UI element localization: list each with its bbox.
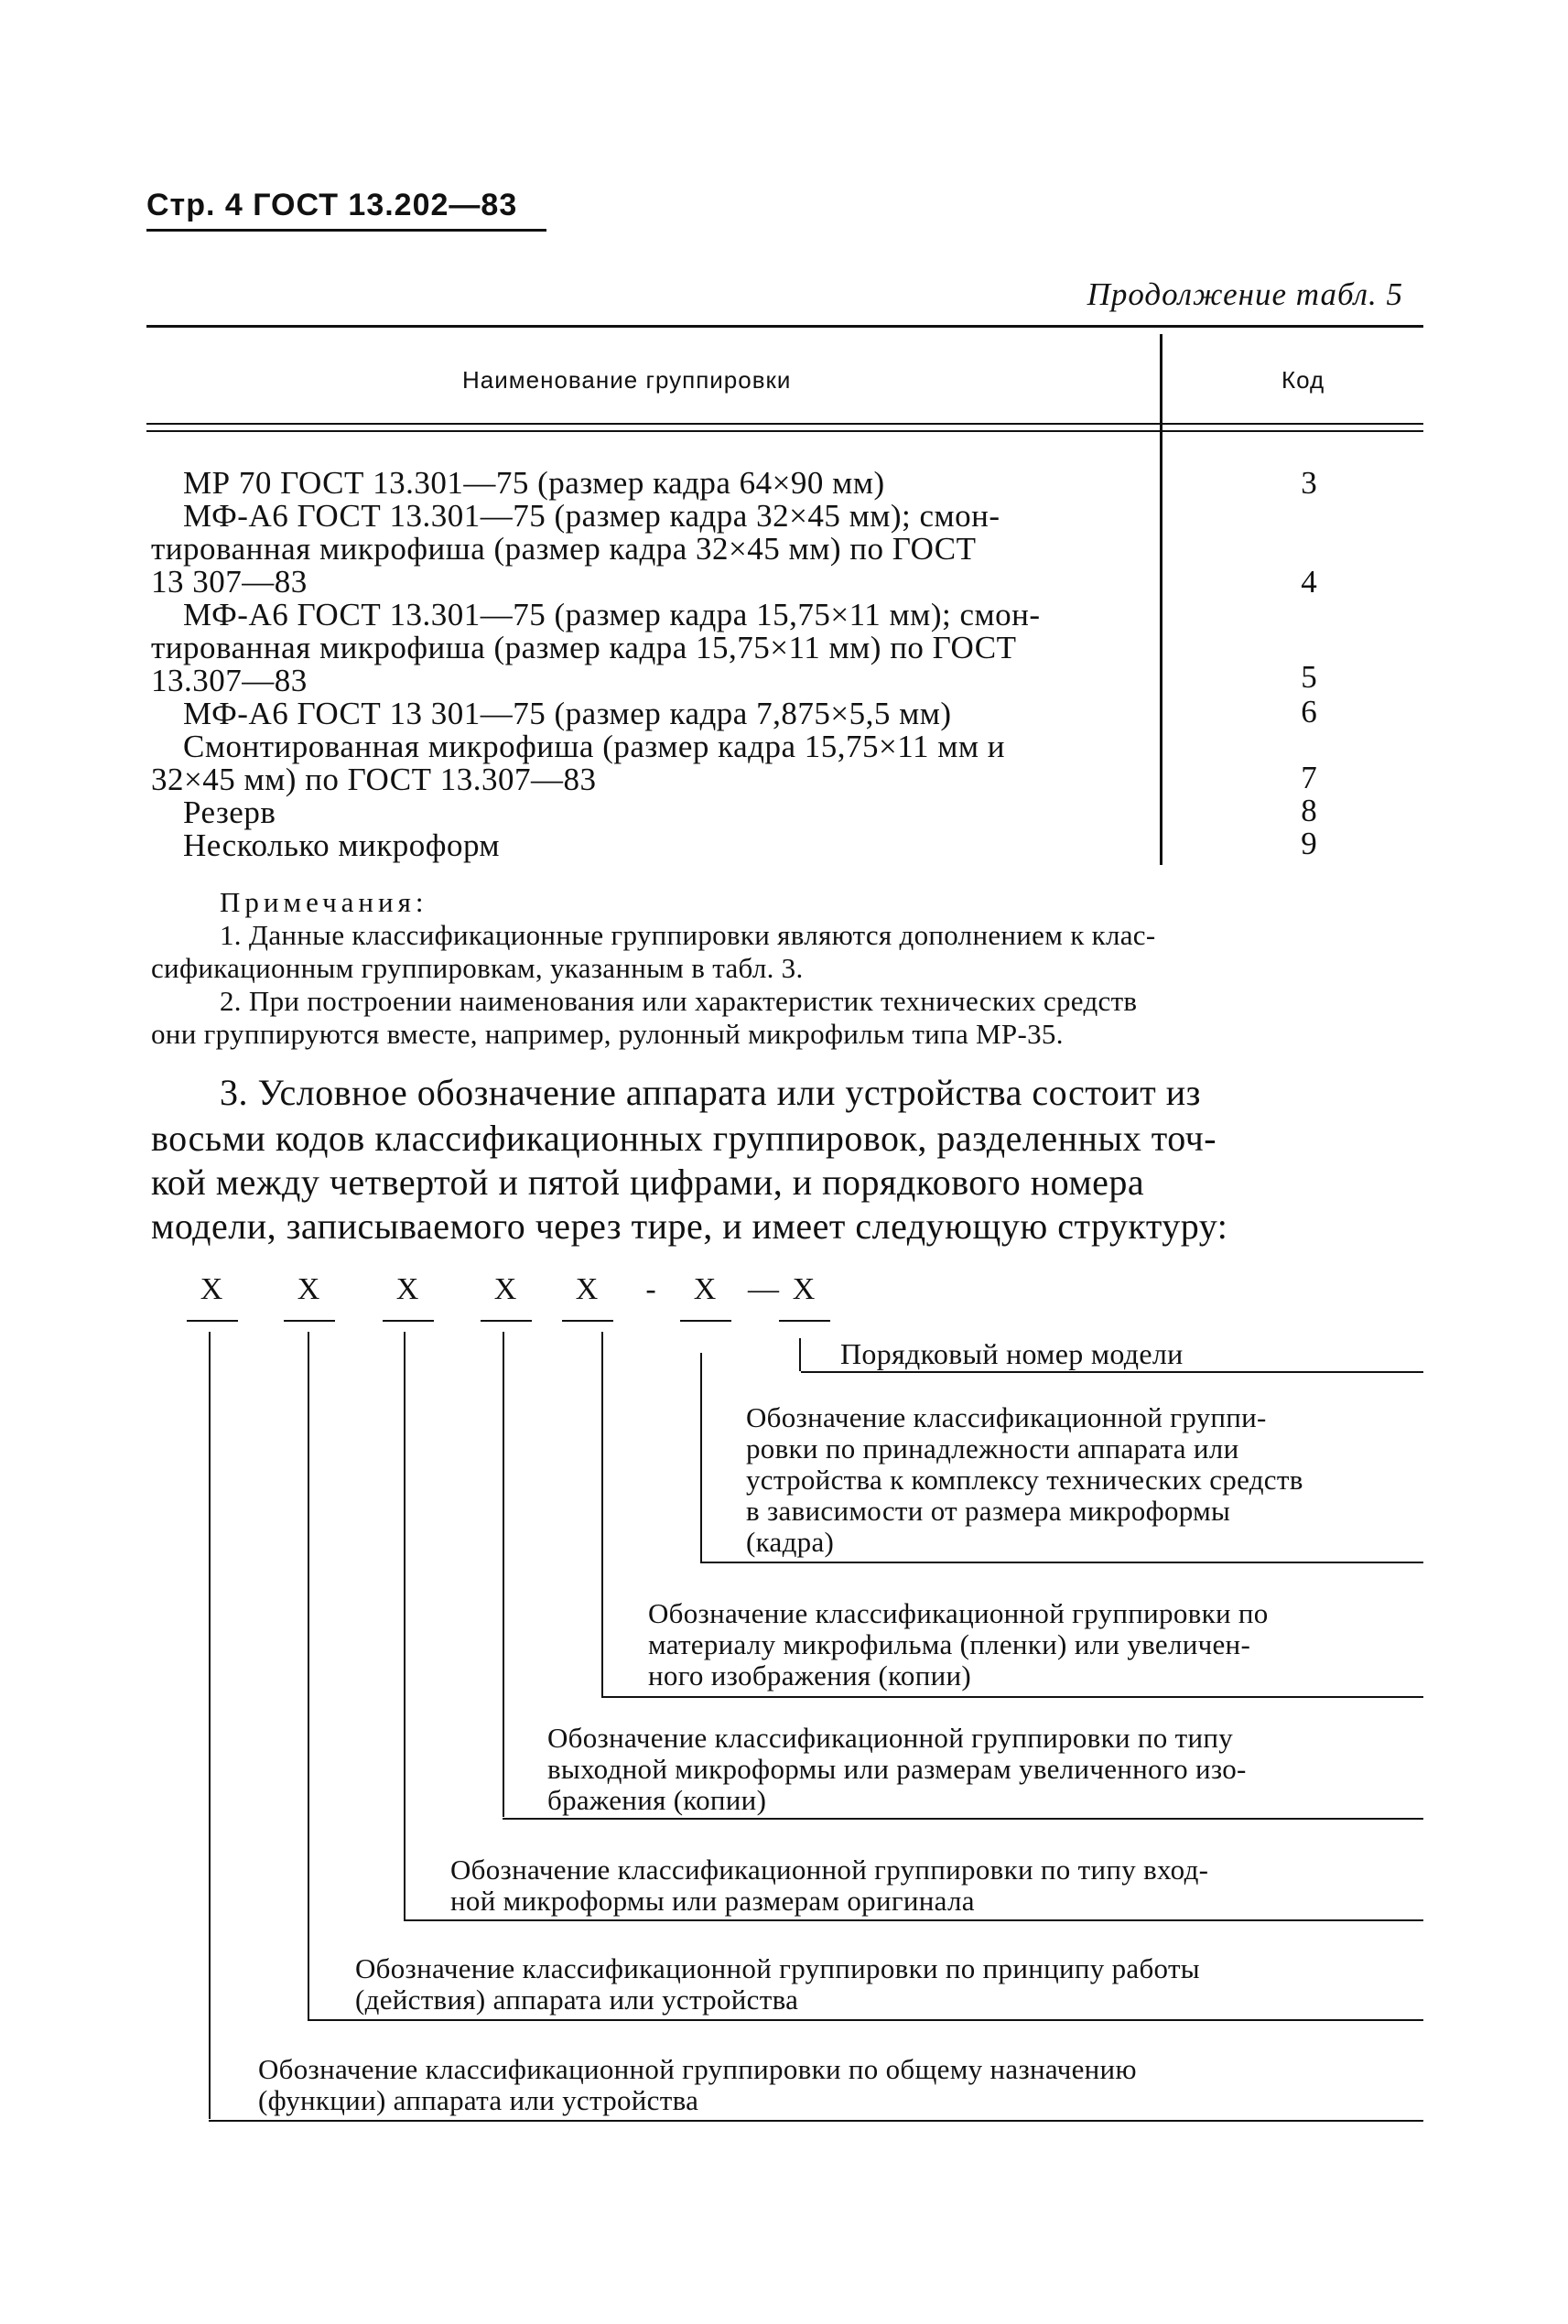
bracket-line-2 <box>308 1332 309 2020</box>
bracket-line-6 <box>700 1353 702 1563</box>
structure-description: Обозначение классификационной группировки по принципу работы <box>355 1952 1200 1984</box>
description-underline <box>801 1371 1423 1373</box>
code-cell: 8 <box>1301 793 1317 828</box>
structure-description: Обозначение классификационной группировки по общему назначению <box>258 2053 1137 2085</box>
table-line: МФ-А6 ГОСТ 13.301—75 (размер кадра 15,75×11 мм); смон- <box>183 597 1041 632</box>
table-line: МФ-А6 ГОСТ 13.301—75 (размер кадра 32×45 мм); смон- <box>183 498 1000 534</box>
page-header: Стр. 4 ГОСТ 13.202—83 <box>146 188 518 222</box>
table-column-divider <box>1160 334 1162 865</box>
bracket-line-3 <box>404 1332 406 1920</box>
bracket-line-4 <box>503 1332 504 1817</box>
structure-description: Обозначение классификационной группи- <box>746 1401 1267 1433</box>
header-underline <box>146 229 546 232</box>
paragraph-line: 3. Условное обозначение аппарата или устройства состоит из <box>220 1072 1201 1113</box>
table-line: МФ-А6 ГОСТ 13 301—75 (размер кадра 7,875×5,5 мм) <box>183 696 952 731</box>
symbol-underline <box>481 1320 532 1322</box>
paragraph-line: модели, записываемого через тире, и имеет следующую структуру: <box>151 1205 1228 1247</box>
notes-title: Примечания: <box>220 886 428 918</box>
table-line: 13 307—83 <box>151 564 308 600</box>
structure-symbol: Х <box>493 1272 517 1306</box>
symbol-underline <box>562 1320 613 1322</box>
description-underline <box>404 1919 1423 1921</box>
symbol-underline <box>383 1320 434 1322</box>
note-line: 2. При построении наименования или характеристик технических средств <box>220 985 1138 1017</box>
structure-description: ровки по принадлежности аппарата или <box>746 1432 1239 1465</box>
structure-symbol: Х <box>693 1272 717 1306</box>
description-underline <box>503 1818 1423 1820</box>
structure-description: (кадра) <box>746 1526 835 1558</box>
structure-description: Обозначение классификационной группировки по <box>648 1597 1269 1629</box>
table-header-rule-2 <box>146 430 1423 432</box>
description-underline <box>700 1562 1423 1563</box>
symbol-underline <box>779 1320 830 1322</box>
structure-description: бражения (копии) <box>547 1784 767 1816</box>
code-cell: 3 <box>1301 465 1317 501</box>
table-line: тированная микрофиша (размер кадра 15,75×11 мм) по ГОСТ <box>151 630 1017 665</box>
table-line: МР 70 ГОСТ 13.301—75 (размер кадра 64×90 мм) <box>183 465 885 501</box>
code-cell: 7 <box>1301 760 1317 795</box>
symbol-underline <box>284 1320 335 1322</box>
structure-description: Обозначение классификационной группировки по типу вход- <box>450 1854 1209 1886</box>
note-line: сификационным группировкам, указанным в табл. 3. <box>151 952 804 984</box>
structure-symbol: - <box>645 1272 656 1306</box>
structure-symbol: — <box>748 1272 779 1306</box>
structure-description: Обозначение классификационной группировки по типу <box>547 1722 1234 1754</box>
structure-symbol: Х <box>575 1272 599 1306</box>
table-top-rule <box>146 325 1423 328</box>
table-line: Несколько микроформ <box>183 827 501 863</box>
code-cell: 5 <box>1301 659 1317 695</box>
structure-description: в зависимости от размера микроформы <box>746 1495 1231 1527</box>
structure-symbol: Х <box>792 1272 816 1306</box>
description-underline <box>308 2019 1423 2021</box>
table-line: 13.307—83 <box>151 663 308 698</box>
structure-description: (функции) аппарата или устройства <box>258 2084 699 2116</box>
table-line: тированная микрофиша (размер кадра 32×45 мм) по ГОСТ <box>151 531 977 567</box>
structure-description: выходной микроформы или размерам увеличенного изо- <box>547 1753 1247 1785</box>
table-header-rule-1 <box>146 423 1423 425</box>
code-cell: 6 <box>1301 694 1317 730</box>
description-underline <box>209 2120 1423 2122</box>
table-continuation-label: Продолжение табл. 5 <box>1087 276 1403 312</box>
description-underline <box>601 1696 1423 1698</box>
table-line: Смонтированная микрофиша (размер кадра 15,75×11 мм и <box>183 729 1005 764</box>
paragraph-line: кой между четвертой и пятой цифрами, и порядкового номера <box>151 1162 1145 1203</box>
structure-description: устройства к комплексу технических средств <box>746 1464 1303 1496</box>
table-line: Резерв <box>183 794 276 830</box>
structure-description: материалу микрофильма (пленки) или увеличен- <box>648 1628 1251 1660</box>
column-header-code: Код <box>1281 366 1325 394</box>
bracket-line-5 <box>601 1332 603 1698</box>
structure-symbol: Х <box>395 1272 419 1306</box>
code-cell: 9 <box>1301 826 1317 861</box>
structure-description: ного изображения (копии) <box>648 1659 972 1692</box>
paragraph-line: восьми кодов классификационных группировок, разделенных точ- <box>151 1118 1217 1159</box>
structure-description: Порядковый номер модели <box>840 1337 1184 1370</box>
structure-symbol: Х <box>200 1272 223 1306</box>
code-cell: 4 <box>1301 564 1317 600</box>
bracket-line-1 <box>209 1332 211 2119</box>
symbol-underline <box>680 1320 731 1322</box>
note-line: 1. Данные классификационные группировки являются дополнением к клас- <box>220 919 1156 951</box>
column-header-name: Наименование группировки <box>462 366 792 394</box>
symbol-underline <box>187 1320 238 1322</box>
structure-description: ной микроформы или размерам оригинала <box>450 1885 975 1917</box>
note-line: они группируются вместе, например, рулонный микрофильм типа МР-35. <box>151 1018 1064 1050</box>
table-line: 32×45 мм) по ГОСТ 13.307—83 <box>151 762 597 797</box>
structure-description: (действия) аппарата или устройства <box>355 1984 799 2016</box>
bracket-line-7 <box>799 1338 801 1371</box>
structure-symbol: Х <box>297 1272 320 1306</box>
